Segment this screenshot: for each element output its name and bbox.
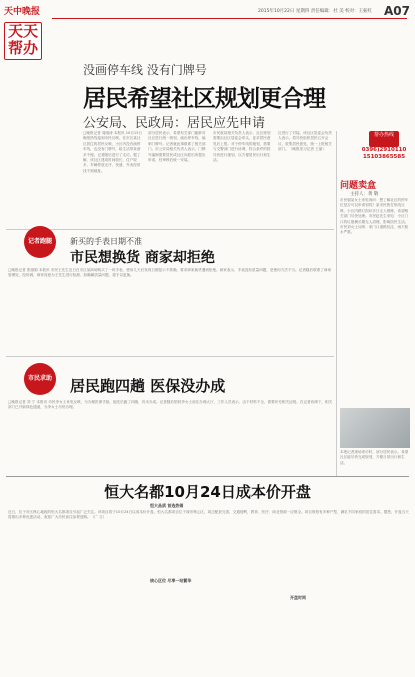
main-col-3: 市民政局相关负责人表示，社区规划需要由社区居委会牵头，征求居民意见后上报。对于停车线的施划，需要与交警部门进行协调，符合条件的将尽快进行施划，以方便居民出行和生活。	[213, 131, 271, 163]
hotline-number-2: 15103865585	[362, 154, 406, 160]
hotline-number-1: 0396)2910110	[361, 147, 407, 153]
main-kicker: 没画停车线 没有门牌号	[83, 63, 207, 77]
issue-meta: 2015年10月22日 星期四 责任编辑：杜 美 校对：王振红	[258, 9, 373, 14]
sidebar-text: 市民朝某女士来电询问：想了解社区的停车位是否可以申请划线？某市民拨打热线反映，小区内路灯损坏多日无人维修，希望相关部门尽快处理。市民赵先生来电：小区门口的垃圾桶长期无人清理，影响居民生活。市民刘女士反映：家门口道路坑洼，雨天积水严重。	[340, 198, 409, 235]
story2-kicker: 新买的手表日期不准	[70, 237, 142, 246]
hotline-box	[359, 131, 409, 167]
story2-body: □晚报记者 张丽娟 本报讯 市民王先生近日在市区某商场购买了一块手表，使用几天后发现日期显示不准确，要求商家换货遭到拒绝。商家表示，手表没有质量问题，是使用方法不当。记者随后联系了商场管理处，经协调，商家同意为王先生进行检测，如确属质量问题，将予以更换。	[8, 268, 332, 278]
section-tag-line2: 帮办	[7, 39, 38, 57]
story4-headline: 恒大名都10月24日成本价开盘	[104, 483, 311, 501]
divider-2	[6, 356, 334, 357]
main-subhead: 公安局、民政局：居民应先申请	[83, 116, 266, 131]
main-headline: 居民希望社区规划更合理	[83, 86, 325, 112]
section-tag-line1: 天天	[7, 22, 38, 40]
sidebar-host: 主持人：黄 敬	[350, 192, 379, 197]
sidebar-photo	[340, 408, 410, 448]
story4-body: 近日，位于市区核心地段的恒大名都项目引起广泛关注。该项目将于10月24日以成本价开盘，恒大名都项目位于城市核心区，周边配套完善，交通便利，教育、医疗、商业资源一应俱全。项目规划有多种户型，满足不同家庭的居住需求。据悉，开盘当天将推出多种优惠活动，欢迎广大市民前往参观选购。（广 文）	[8, 510, 409, 520]
hotline-badge: 帮办热线	[369, 131, 399, 147]
story4-subhead-1: 恒大品质 首选热销	[150, 503, 184, 508]
sidebar-title: 问题卖盒	[340, 181, 377, 191]
story3-headline: 居民跑四趟 医保没办成	[70, 377, 226, 395]
story3-body: □晚报记者 刘 宁 本报讯 市民李女士来电反映，为办理医保手续，她先后跑了四趟，仍未办成。记者随后陪同李女士前往办理大厅，工作人员表示，由于材料不全，需要补充相关证明。在记者协调下，相关部门已开辟绿色通道，为李女士尽快办理。	[8, 400, 333, 410]
page-number: A07	[384, 4, 410, 18]
divider-3	[6, 476, 409, 477]
divider-1	[6, 229, 334, 230]
main-col-2: 部分居民表示，希望有关部门能够对社区进行统一规划，画出停车线，编制门牌号。记者就此事联系了相关部门。市公安局相关负责人表示，门牌号编制需要居民或社区向派出所提出申请，经审核后统一安装。	[148, 131, 206, 163]
story3-stamp: 市民求助	[24, 363, 56, 395]
story4-subhead-2: 核心区位 尽享一站繁华	[150, 578, 192, 583]
section-tag	[4, 22, 42, 60]
photo-caption: 本报记者现场采访时，部分居民表示，希望社区能尽快完成规划，方便日常出行和生活。	[340, 450, 409, 465]
story4-subhead-3: 开盘时间	[290, 595, 306, 600]
masthead: 天中晚报	[4, 7, 41, 17]
main-col-1: □晚报记者 周刚涛 本报讯 10月15日晚报热线接到市民反映，在市区某社区居住的居民反映，小区内没有画停车线，也没有门牌号，给生活带来诸多不便。记者随后进行了走访。据了解，该社区建成时间较长，住户较多，车辆停放无序，快递、外卖经常找不到地址。	[83, 131, 143, 173]
main-col-4: 区进行了对接。该社区居委会负责人表示，将尽快组织居民召开会议，收集居民意见，统一上报相关部门。（晚报见习记者 王丽）	[278, 131, 332, 152]
story2-headline: 市民想换货 商家却拒绝	[70, 250, 215, 266]
story2-stamp: 记者跑腿	[24, 226, 56, 258]
header-rule	[52, 18, 407, 19]
sidebar-divider	[336, 131, 337, 476]
